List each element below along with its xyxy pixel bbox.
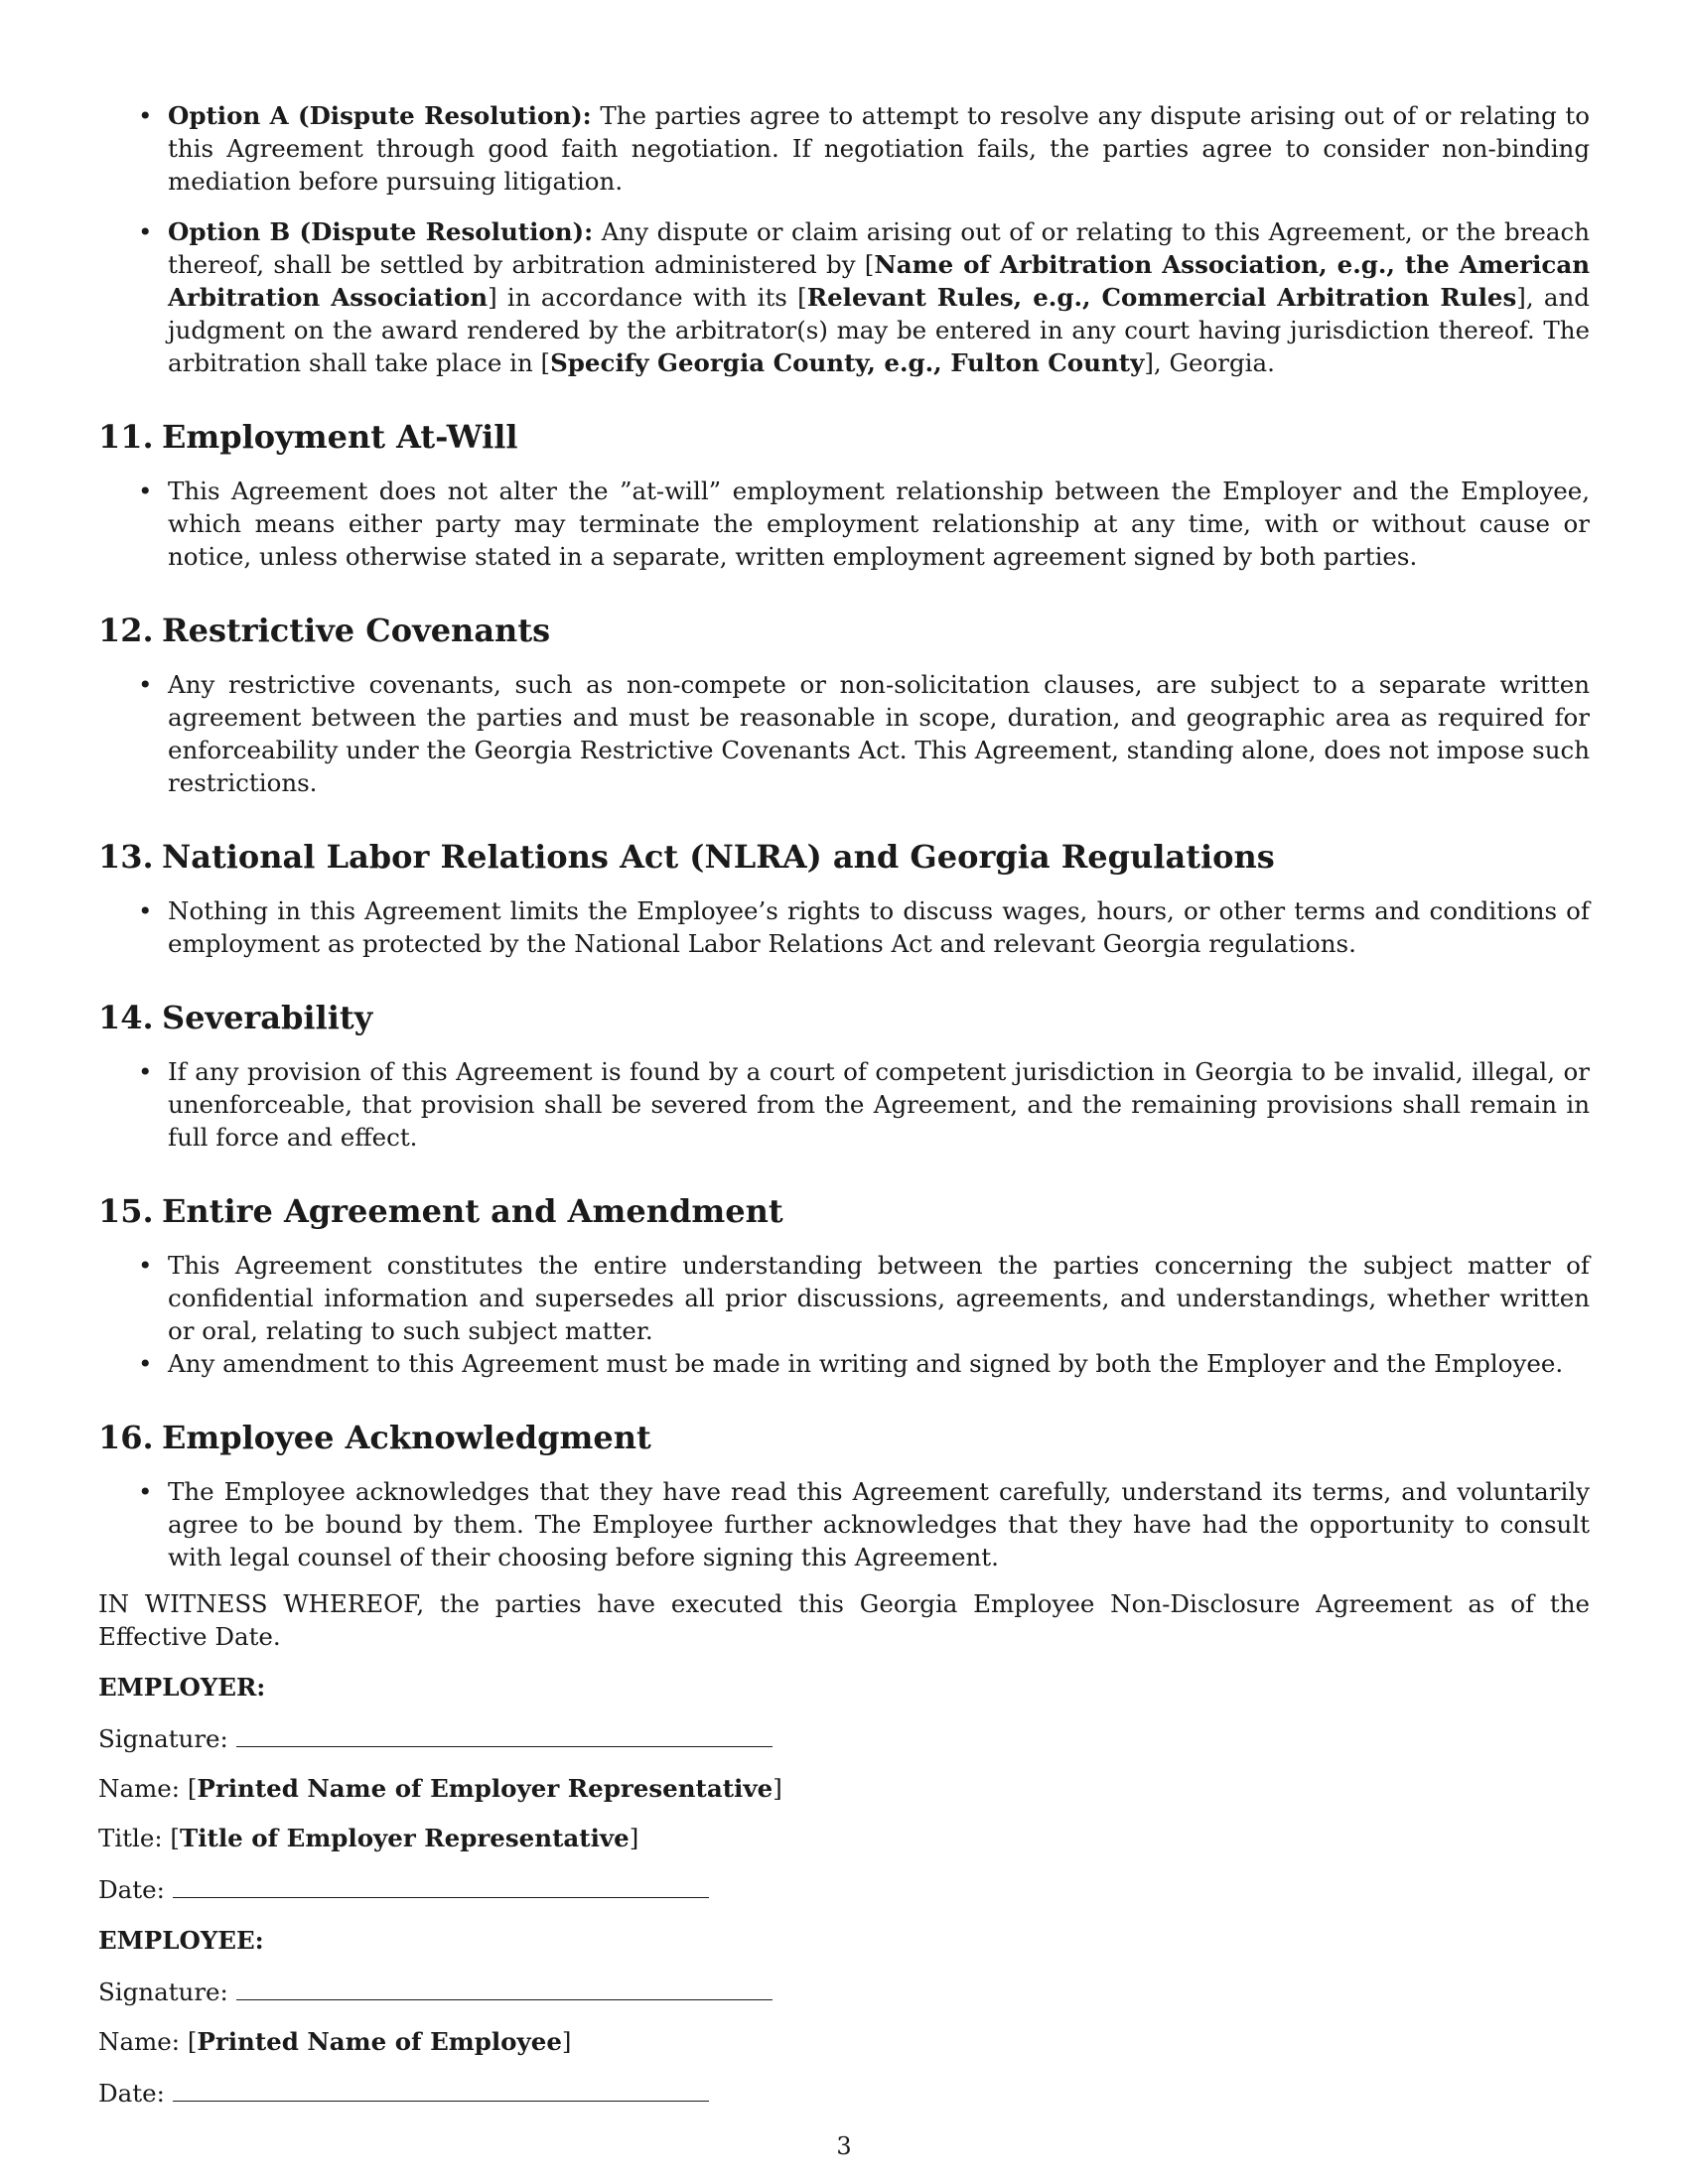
list-item: • This Agreement does not alter the ”at-will” employment relationship between the Employer and the Employee, which means either party may terminate the employment relationship at any time, with or without cause or notice, unless otherwise stated in a separate, written employment agreement signed by both parties. [98,475,1590,573]
section-title: Employee Acknowledgment [162,1419,651,1456]
section-number: 13. [98,838,154,876]
option-b-placeholder: Name of Arbitration Association, e.g., the American Arbitration Association [168,250,1591,312]
employer-heading: EMPLOYER: [98,1673,266,1702]
section-list [98,1249,1590,1380]
section-title: Entire Agreement and Amendment [162,1192,783,1230]
date-label: Date: [98,1875,165,1904]
employer-date-line[interactable] [173,1871,709,1898]
option-b [98,215,1590,379]
employer-date-row [98,1871,1590,1906]
section-list [98,475,1590,573]
title-label: Title: [98,1824,163,1852]
name-label: Name: [98,1774,181,1803]
section-number: 15. [98,1192,154,1230]
employer-title-row: Title: [Title of Employer Representative] [98,1824,639,1852]
option-b-text: ] in accordance with its [ [488,283,807,312]
employee-heading: EMPLOYEE: [98,1926,264,1955]
option-b-placeholder: Relevant Rules, e.g., Commercial Arbitration Rules [806,283,1517,312]
employee-signature-line[interactable] [236,1974,773,2000]
section-number: 16. [98,1419,154,1456]
employee-signature-row [98,1974,1590,2008]
section-title: Employment At-Will [162,418,518,456]
option-a-label: Option A (Dispute Resolution): [168,101,592,130]
section-list [98,1055,1590,1154]
employee-name-placeholder: Printed Name of Employee [197,2027,562,2056]
list-item: • If any provision of this Agreement is found by a court of competent jurisdiction in Georgia to be invalid, illegal, or unenforceable, that provision shall be severed from the Agreement, and the remaining provisions shall remain in full force and effect. [98,1055,1590,1154]
section-list [98,894,1590,960]
employer-name-row: Name: [Printed Name of Employer Representative] [98,1774,782,1803]
employer-name-placeholder: Printed Name of Employer Representative [197,1774,774,1803]
section-16 [98,1419,1590,1573]
section-heading [98,418,1590,456]
section-title: Severability [162,999,373,1036]
section-heading [98,838,1590,876]
date-label: Date: [98,2079,165,2108]
option-b-text: Any dispute or claim arising out of or relating to this Agreement, or the breach thereof, shall be settled by arbitration administered by [ [168,217,1591,279]
option-b-label: Option B (Dispute Resolution): [168,217,594,246]
section-12 [98,612,1590,799]
signature-label: Signature: [98,1978,228,2006]
option-a-text: The parties agree to attempt to resolve any dispute arising out of or relating to this Agreement through good faith negotiation. If negotiation fails, the parties agree to consider non-binding mediation before pursuing litigation. [168,101,1590,196]
witness-statement: IN WITNESS WHEREOF, the parties have executed this Georgia Employee Non-Disclosure Agreement as of the Effective Date. [98,1589,1590,1651]
employee-date-row [98,2075,1590,2110]
option-b-placeholder: Specify Georgia County, e.g., Fulton County [550,348,1145,377]
section-title: National Labor Relations Act (NLRA) and Georgia Regulations [162,838,1275,876]
section-14 [98,999,1590,1154]
section-title: Restrictive Covenants [162,612,551,649]
employer-signature-row [98,1720,1590,1755]
section-number: 12. [98,612,154,649]
list-item: • Any amendment to this Agreement must be made in writing and signed by both the Employer and the Employee. [98,1347,1590,1380]
employer-signature-line[interactable] [236,1720,773,1747]
section-number: 11. [98,418,154,456]
list-item: • This Agreement constitutes the entire understanding between the parties concerning the subject matter of confidential information and supersedes all prior discussions, agreements, and understandings, whether written or oral, relating to such subject matter. [98,1249,1590,1347]
document-page [98,99,1590,2110]
list-item: • Any restrictive covenants, such as non-compete or non-solicitation clauses, are subject to a separate written agreement between the parties and must be reasonable in scope, duration, and geographic area as required for enforceability under the Georgia Restrictive Covenants Act. This Agreement, standing alone, does not impose such restrictions. [98,668,1590,799]
section-11 [98,418,1590,573]
option-b-text: ], and judgment on the award rendered by the arbitrator(s) may be entered in any court having jurisdiction thereof. The arbitration shall take place in [ [168,283,1590,377]
page-number: 3 [836,2132,852,2160]
employee-date-line[interactable] [173,2075,709,2102]
section-heading [98,1419,1590,1456]
option-a [98,99,1590,198]
signature-label: Signature: [98,1724,228,1753]
list-item: • The Employee acknowledges that they have read this Agreement carefully, understand its terms, and voluntarily agree to be bound by them. The Employee further acknowledges that they have had the opportunity to consult with legal counsel of their choosing before signing this Agreement. [98,1475,1590,1573]
employer-block [98,1671,1590,1906]
section-heading [98,612,1590,649]
employee-name-row: Name: [Printed Name of Employee] [98,2027,572,2056]
section-heading [98,1192,1590,1230]
section-13 [98,838,1590,960]
dispute-options-list [98,99,1590,379]
section-heading [98,999,1590,1036]
section-15 [98,1192,1590,1380]
section-list [98,1475,1590,1573]
section-number: 14. [98,999,154,1036]
employer-title-placeholder: Title of Employer Representative [179,1824,630,1852]
employee-block [98,1924,1590,2110]
option-b-text: ], Georgia. [1144,348,1275,377]
list-item: • Nothing in this Agreement limits the Employee’s rights to discuss wages, hours, or other terms and conditions of employment as protected by the National Labor Relations Act and relevant Georgia regulations. [98,894,1590,960]
section-list [98,668,1590,799]
name-label: Name: [98,2027,181,2056]
